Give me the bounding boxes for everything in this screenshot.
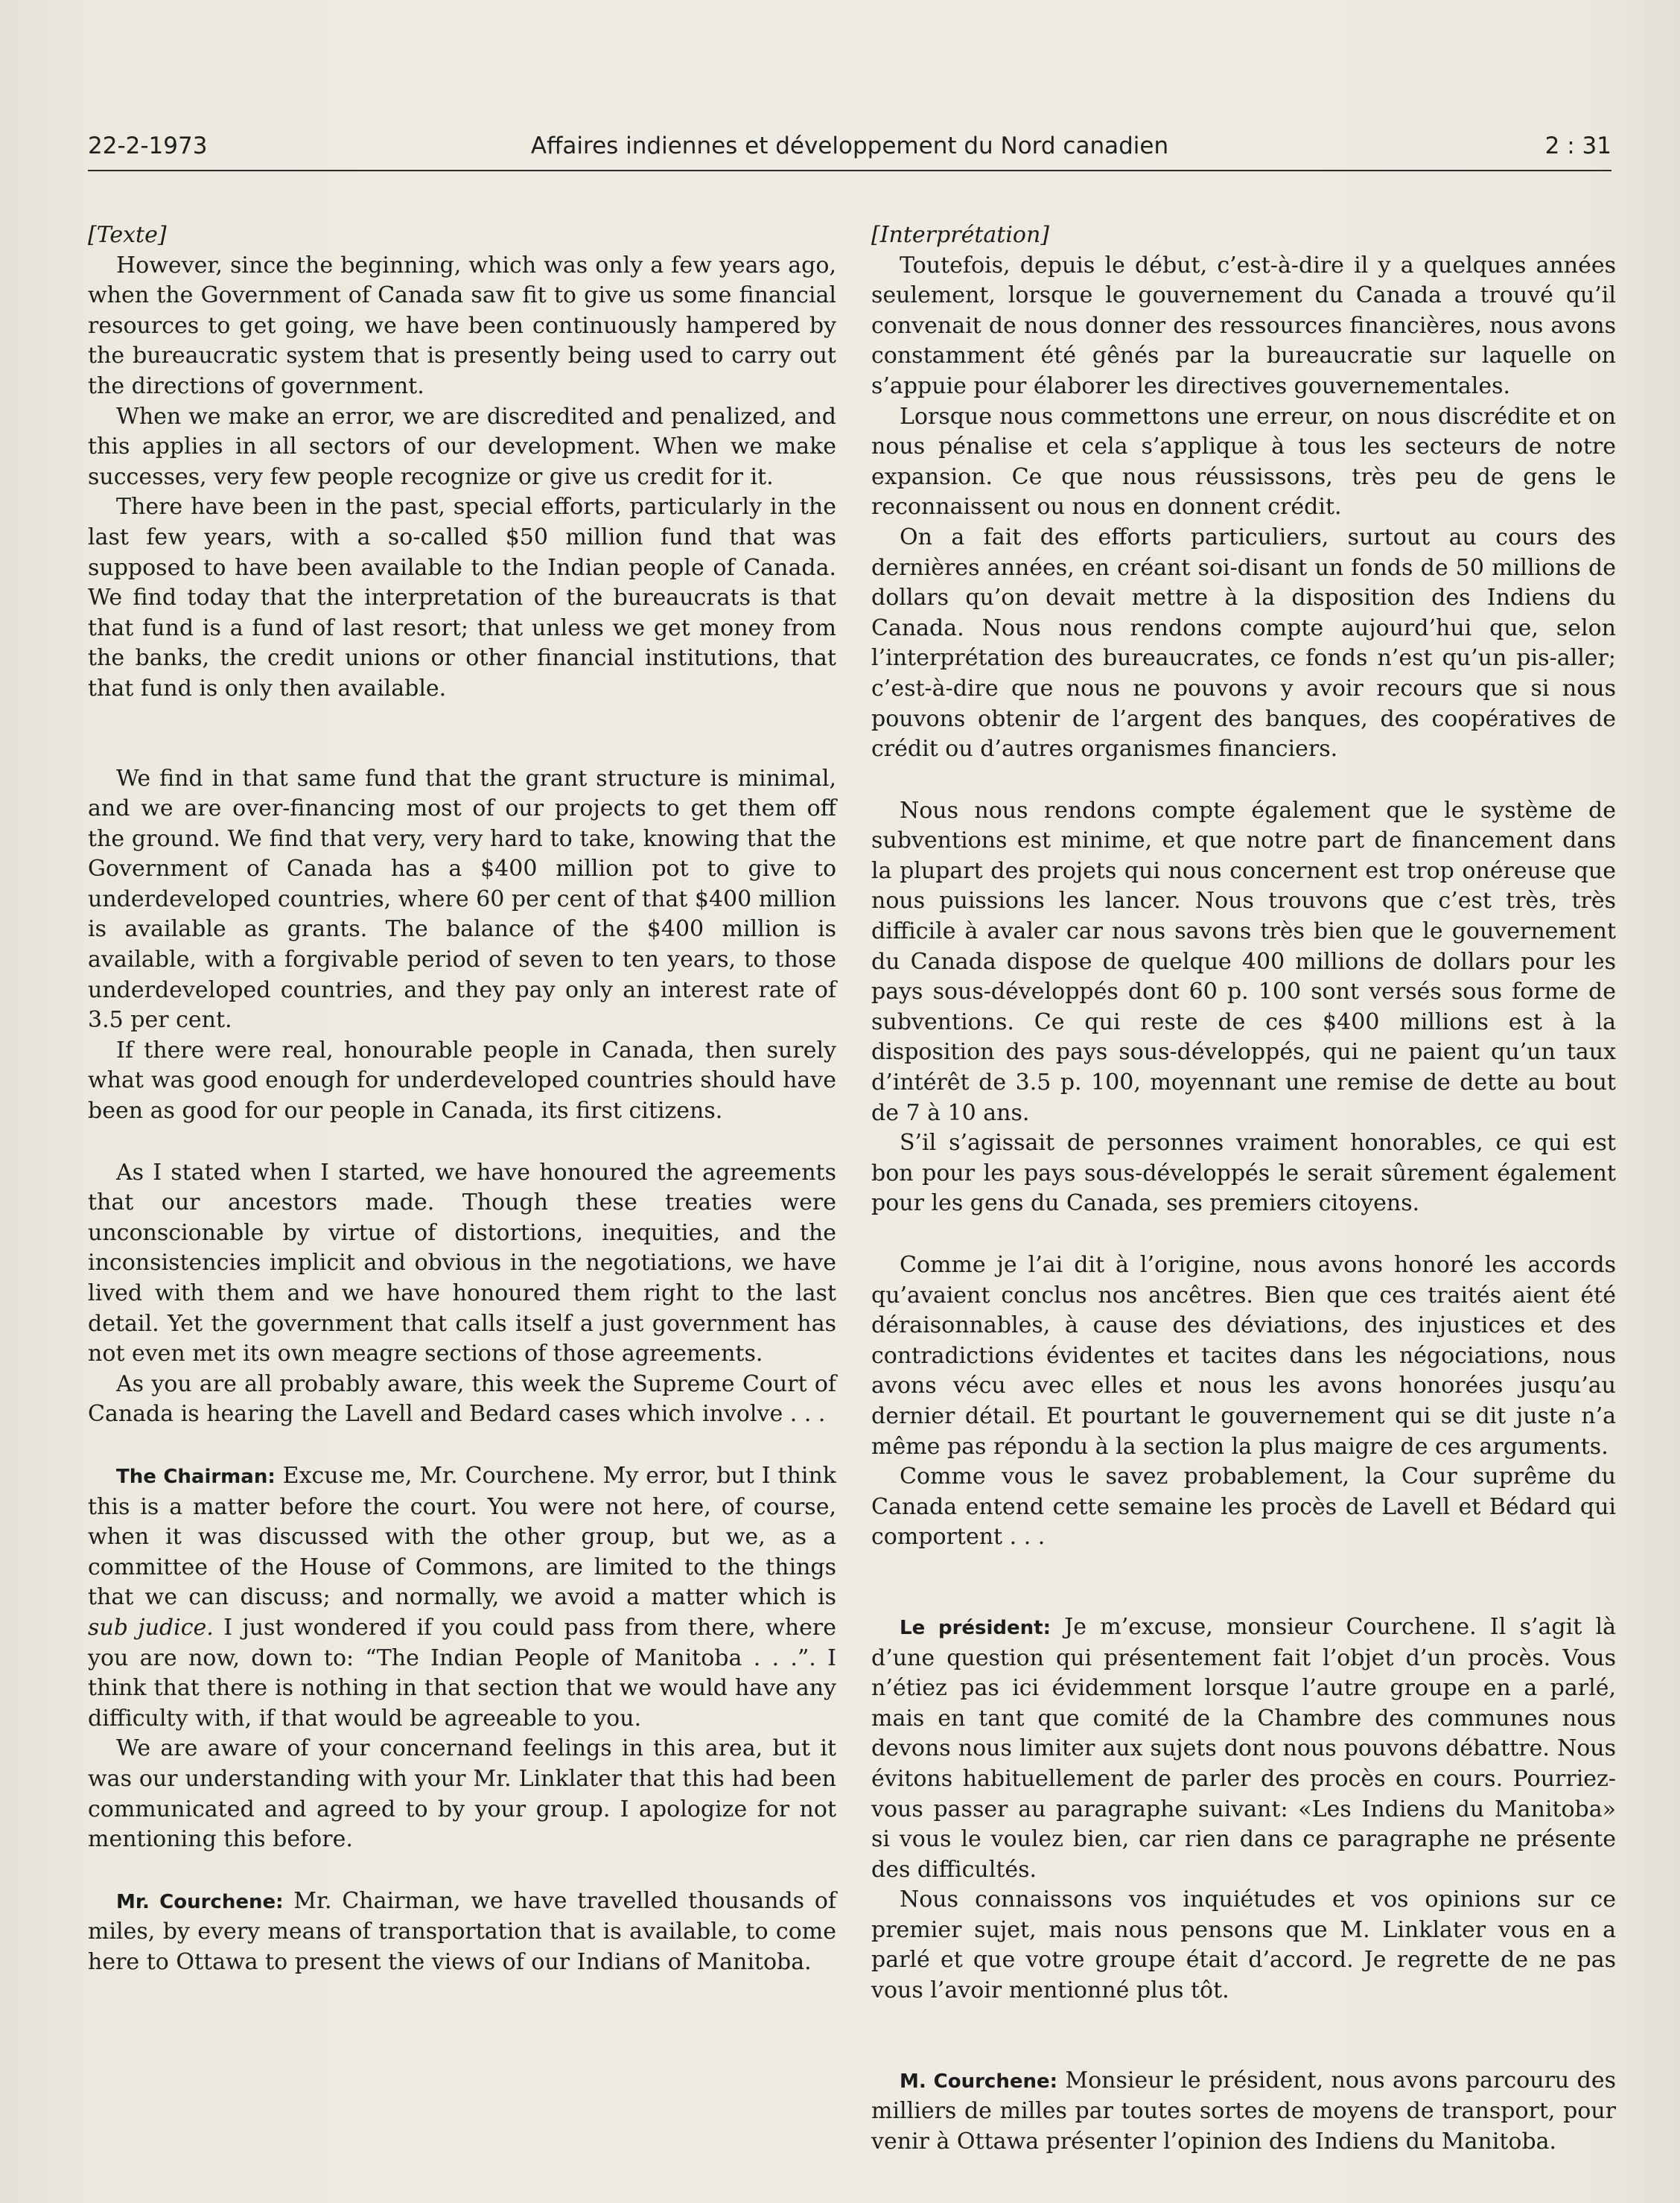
paragraph: When we make an error, we are discredited and penalized, and this applies in all sectors of our development. When we make successes, very few people recognize or give us credit for it. <box>88 403 836 490</box>
header-title: Affaires indiennes et développement du Nord canadien <box>530 133 1169 159</box>
paragraph: On a fait des efforts particuliers, surtout au cours des dernières années, en créant soi-disant un fonds de 50 millions de dollars qu’on devait mettre à la disposition des Indiens du Canada. Nous nous rendons compte aujourd’hui que, selon l’interprétation des bureaucrates, ce fonds n’est qu’un pis-aller; c’est-à-dire que nous ne pouvons y avoir recours que si nous pouvons obtenir de l’argent des banques, des coopératives de crédit ou d’autres organismes financiers. <box>871 524 1616 763</box>
header-page-number: 2 : 31 <box>1544 133 1611 159</box>
paragraph: As I stated when I started, we have honoured the agreements that our ancestors made. Though these treaties were unconscionable by virtue of distortions, inequities, and the inconsistencies implicit and obvious in the negotiations, we have lived with them and we have honoured them right to the last detail. Yet the government that calls itself a just government has not even met its own meagre sections of those agreements. <box>88 1159 836 1367</box>
spacer <box>88 1855 836 1886</box>
statement-text: Excuse me, Mr. Courchene. My error, but I think this is a matter before the court. You were not here, of course, when it was discussed with the other group, but we, as a committee of the House of Commons, are limited to the things that we can discuss; and normally, we avoid a matter which is <box>88 1462 836 1611</box>
statement-text: Monsieur le président, nous avons parcouru des milliers de milles par toutes sortes de moyens de transport, pour venir à Ottawa présenter l’opinion des Indiens du Manitoba. <box>871 2067 1616 2155</box>
statement-emphasis: sub judice. <box>88 1614 214 1641</box>
header-date: 22-2-1973 <box>88 133 208 159</box>
spacer <box>88 1430 836 1461</box>
paragraph: S’il s’agissait de personnes vraiment honorables, ce qui est bon pour les pays sous-développés le serait sûrement également pour les gens du Canada, ses premiers citoyens. <box>871 1130 1616 1217</box>
spacer <box>871 765 1616 796</box>
speaker-name: The Chairman: <box>116 1465 276 1488</box>
paragraph: Nous connaissons vos inquiétudes et vos opinions sur ce premier sujet, mais nous pensons que M. Linklater vous en a parlé et que votre groupe était d’accord. Je regrette de ne pas vous l’avoir mentionné plus tôt. <box>871 1886 1616 2004</box>
spacer <box>871 1219 1616 1250</box>
spacer <box>871 1553 1616 1612</box>
paragraph: As you are all probably aware, this week the Supreme Court of Canada is hearing the Lavell and Bedard cases which involve . . . <box>88 1370 836 1428</box>
paragraph: Nous nous rendons compte également que le système de subventions est minime, et que notre part de financement dans la plupart des projets qui nous concernent est trop onéreuse que nous puissions les lancer. Nous trouvons que c’est très, très difficile à avaler car nous savons très bien que le gouvernement du Canada dispose de quelque 400 millions de dollars pour les pays sous-développés dont 60 p. 100 sont versés sous forme de subventions. Ce qui reste de ces $400 millions est à la disposition des pays sous-développés, qui ne paient qu’un taux d’intérêt de 3.5 p. 100, moyennant une remise de dette au bout de 7 à 10 ans. <box>871 797 1616 1126</box>
french-column <box>871 220 1616 2157</box>
statement-text: Je m’excuse, monsieur Courchene. Il s’agit là d’une question qui présentement fait l’objet d’un procès. Vous n’étiez pas ici évidemment lorsque l’autre groupe en a parlé, mais en tant que comité de la Chambre des communes nous devons nous limiter aux sujets dont nous pouvons débattre. Nous évitons habituellement de parler des procès en cours. Pourriez-vous passer au paragraphe suivant: «Les Indiens du Manitoba» si vous le voulez bien, car rien dans ce paragraphe ne présente des difficultés. <box>871 1613 1616 1883</box>
spacer <box>88 705 836 764</box>
president-statement <box>871 1612 1616 1885</box>
paragraph: If there were real, honourable people in Canada, then surely what was good enough for underdeveloped countries should have been as good for our people in Canada, its first citizens. <box>88 1037 836 1125</box>
chairman-statement <box>88 1461 836 1734</box>
paragraph: However, since the beginning, which was only a few years ago, when the Government of Canada saw fit to give us some financial resources to get going, we have been continuously hampered by the bureaucratic system that is presently being used to carry out the directions of government. <box>88 252 836 399</box>
spacer <box>88 1127 836 1158</box>
speaker-name: Le président: <box>900 1616 1051 1639</box>
section-label: [Interprétation] <box>871 222 1050 248</box>
paragraph: Comme vous le savez probablement, la Cour suprême du Canada entend cette semaine les procès de Lavell et Bédard qui comportent . . . <box>871 1463 1616 1551</box>
english-column <box>88 220 836 1977</box>
paragraph: Comme je l’ai dit à l’origine, nous avons honoré les accords qu’avaient conclus nos ancêtres. Bien que ces traités aient été déraisonnables, à cause des déviations, des injustices et des contradictions évidentes et tacites dans les négociations, nous avons vécu avec elles et nous les avons honorées jusqu’au dernier détail. Et pourtant le gouvernement qui se dit juste n’a même pas répondu à la section la plus maigre de ces arguments. <box>871 1252 1616 1460</box>
speaker-name: M. Courchene: <box>900 2070 1058 2093</box>
paragraph: We are aware of your concernand feelings in this area, but it was our understanding with your Mr. Linklater that this had been communicated and agreed to by your group. I apologize for not mentioning this before. <box>88 1735 836 1853</box>
paragraph: Toutefois, depuis le début, c’est-à-dire il y a quelques années seulement, lorsque le gouvernement du Canada a trouvé qu’il convenait de nous donner des ressources financières, nous avons constamment été gênés par la bureaucratie sur laquelle on s’appuie pour élaborer les directives gouvernementales. <box>871 252 1616 399</box>
page-header <box>88 128 1611 171</box>
paragraph: We find in that same fund that the grant structure is minimal, and we are over-financing most of our projects to get them off the ground. We find that very, very hard to take, knowing that the Government of Canada has a $400 million pot to give to underdeveloped countries, where 60 per cent of that $400 million is available as grants. The balance of the $400 million is available, with a forgivable period of seven to ten years, to those underdeveloped countries, and they pay only an interest rate of 3.5 per cent. <box>88 765 836 1034</box>
section-label: [Texte] <box>88 222 167 248</box>
speaker-name: Mr. Courchene: <box>116 1890 284 1913</box>
paragraph: There have been in the past, special efforts, particularly in the last few years, with a so-called $50 million fund that was supposed to have been available to the Indian people of Canada. We find today that the interpretation of the bureaucrats is that that fund is a fund of last resort; that unless we get money from the banks, the credit unions or other financial institutions, that that fund is only then available. <box>88 494 836 702</box>
spacer <box>871 2006 1616 2066</box>
courchene-statement <box>88 1886 836 1978</box>
courchene-statement <box>871 2066 1616 2158</box>
paragraph: Lorsque nous commettons une erreur, on nous discrédite et on nous pénalise et cela s’applique à tous les secteurs de notre expansion. Ce que nous réussissons, très peu de gens le reconnaissent ou nous en donnent crédit. <box>871 403 1616 521</box>
statement-text: I just wondered if you could pass from there, where you are now, down to: “The Indian People of Manitoba . . .”. I think that there is nothing in that section that we would have any difficulty with, if that would be agreeable to you. <box>88 1614 836 1732</box>
statement-text: Mr. Chairman, we have travelled thousands of miles, by every means of transportation that is available, to come here to Ottawa to present the views of our Indians of Manitoba. <box>88 1887 836 1975</box>
